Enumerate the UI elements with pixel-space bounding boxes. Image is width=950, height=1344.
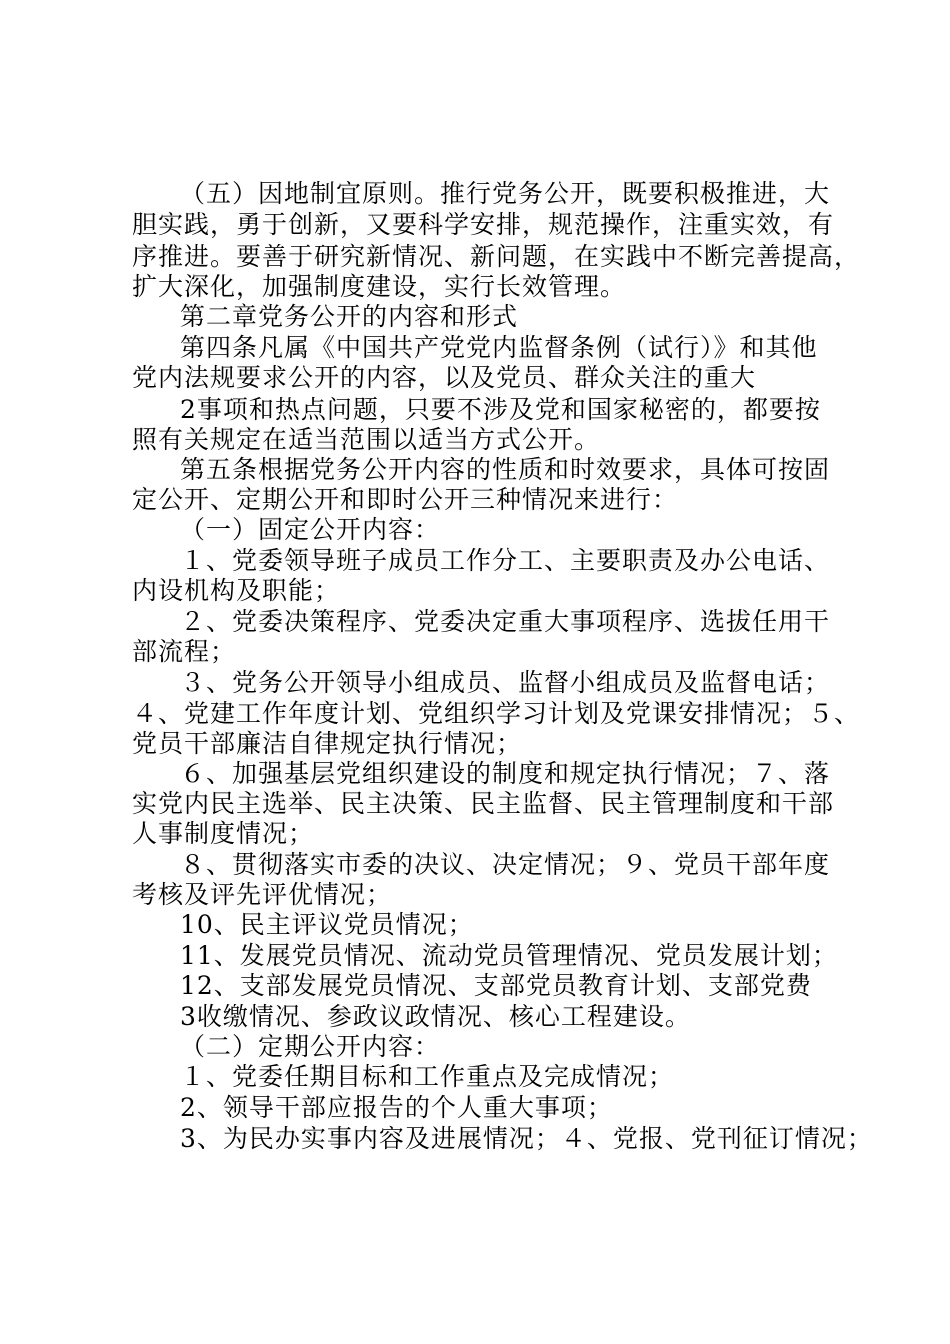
body-line: 第五条根据党务公开内容的性质和时效要求，具体可按固 — [180, 455, 831, 484]
body-line: 扩大深化，加强制度建设，实行长效管理。 — [132, 272, 627, 301]
list-item: 部流程； — [132, 637, 237, 666]
list-item: 3收缴情况、参政议政情况、核心工程建设。 — [180, 1002, 691, 1031]
list-item: １、党委领导班子成员工作分工、主要职责及办公电话、 — [180, 546, 831, 575]
chapter-heading: 第二章党务公开的内容和形式 — [180, 302, 519, 331]
body-line: 胆实践，勇于创新，又要科学安排，规范操作，注重实效，有 — [132, 210, 835, 239]
section-heading: （一）固定公开内容： — [180, 515, 441, 544]
list-item: ４、党建工作年度计划、党组织学习计划及党课安排情况；５、 — [132, 699, 861, 728]
body-line: （五）因地制宜原则。推行党务公开，既要积极推进，大 — [180, 179, 831, 208]
list-item: ２、党委决策程序、党委决定重大事项程序、选拔任用干 — [180, 607, 831, 636]
body-line: 党内法规要求公开的内容，以及党员、群众关注的重大 — [132, 363, 757, 392]
list-item: 实党内民主选举、民主决策、民主监督、民主管理制度和干部 — [132, 789, 835, 818]
body-line: 照有关规定在适当范围以适当方式公开。 — [132, 425, 601, 454]
list-item: 12、支部发展党员情况、支部党员教育计划、支部党费 — [180, 971, 812, 1000]
list-item: 考核及评先评优情况； — [132, 880, 393, 909]
list-item: ８、贯彻落实市委的决议、决定情况；９、党员干部年度 — [180, 850, 831, 879]
list-item: ３、党务公开领导小组成员、监督小组成员及监督电话； — [180, 668, 831, 697]
list-item: 党员干部廉洁自律规定执行情况； — [132, 729, 523, 758]
list-item: 3、为民办实事内容及进展情况；４、党报、党刊征订情况； — [180, 1124, 873, 1153]
body-line: 序推进。要善于研究新情况、新问题，在实践中不断完善提高， — [132, 242, 861, 271]
section-heading: （二）定期公开内容： — [180, 1032, 441, 1061]
list-item: ６、加强基层党组织建设的制度和规定执行情况；７、落 — [180, 759, 831, 788]
body-line: 第四条凡属《中国共产党党内监督条例（试行）》和其他 — [180, 333, 818, 362]
list-item: 11、发展党员情况、流动党员管理情况、党员发展计划； — [180, 941, 838, 970]
list-item: 内设机构及职能； — [132, 576, 341, 605]
list-item: １、党委任期目标和工作重点及完成情况； — [180, 1062, 675, 1091]
list-item: 10、民主评议党员情况； — [180, 910, 474, 939]
body-line: 2事项和热点问题，只要不涉及党和国家秘密的，都要按 — [180, 395, 821, 424]
list-item: 人事制度情况； — [132, 819, 315, 848]
body-line: 定公开、定期公开和即时公开三种情况来进行： — [132, 485, 679, 514]
list-item: 2、领导干部应报告的个人重大事项； — [180, 1093, 613, 1122]
